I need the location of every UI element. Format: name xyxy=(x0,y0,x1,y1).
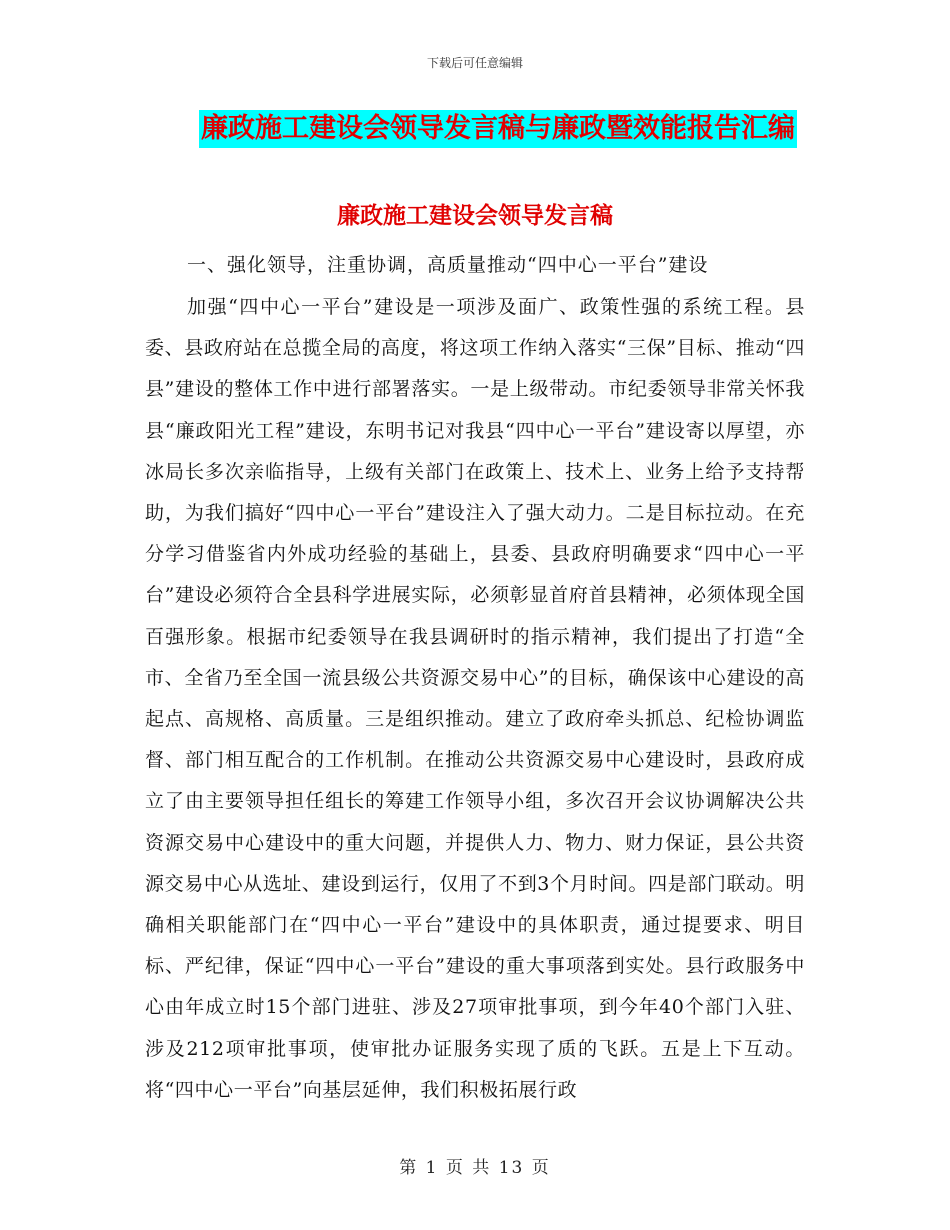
document-title: 廉政施工建设会领导发言稿与廉政暨效能报告汇编 xyxy=(199,110,797,148)
document-body xyxy=(145,244,805,1111)
section-title: 廉政施工建设会领导发言稿 xyxy=(337,202,613,229)
section-heading: 一、强化领导，注重协调，高质量推动“四中心一平台”建设 xyxy=(187,254,709,276)
header-note: 下载后可任意编辑 xyxy=(426,56,523,70)
document-title-container xyxy=(0,110,950,148)
body-paragraph: 加强“四中心一平台”建设是一项涉及面广、政策性强的系统工程。县委、县政府站在总揽全局的高度，将这项工作纳入落实“三保”目标、推动“四县”建设的整体工作中进行部署落实。一是上级带动。市纪委领导非常关怀我县“廉政阳光工程”建设，东明书记对我县“四中心一平台”建设寄以厚望，亦冰局长多次亲临指导，上级有关部门在政策上、技术上、业务上给予支持帮助，为我们搞好“四中心一平台”建设注入了强大动力。二是目标拉动。在充分学习借鉴省内外成功经验的基础上，县委、县政府明确要求“四中心一平台”建设必须符合全县科学进展实际，必须彰显首府首县精神，必须体现全国百强形象。根据市纪委领导在我县调研时的指示精神，我们提出了打造“全市、全省乃至全国一流县级公共资源交易中心”的目标，确保该中心建设的高起点、高规格、高质量。三是组织推动。建立了政府牵头抓总、纪检协调监督、部门相互配合的工作机制。在推动公共资源交易中心建设时，县政府成立了由主要领导担任组长的筹建工作领导小组，多次召开会议协调解决公共资源交易中心建设中的重大问题，并提供人力、物力、财力保证，县公共资源交易中心从选址、建设到运行，仅用了不到3个月时间。四是部门联动。明确相关职能部门在“四中心一平台”建设中的具体职责，通过提要求、明目标、严纪律，保证“四中心一平台”建设的重大事项落到实处。县行政服务中心由年成立时15个部门进驻、涉及27项审批事项，到今年40个部门入驻、涉及212项审批事项，使审批办证服务实现了质的飞跃。五是上下互动。将“四中心一平台”向基层延伸，我们积极拓展行政 xyxy=(145,296,805,1101)
page-number: 第 1 页 共 13 页 xyxy=(399,1158,551,1178)
